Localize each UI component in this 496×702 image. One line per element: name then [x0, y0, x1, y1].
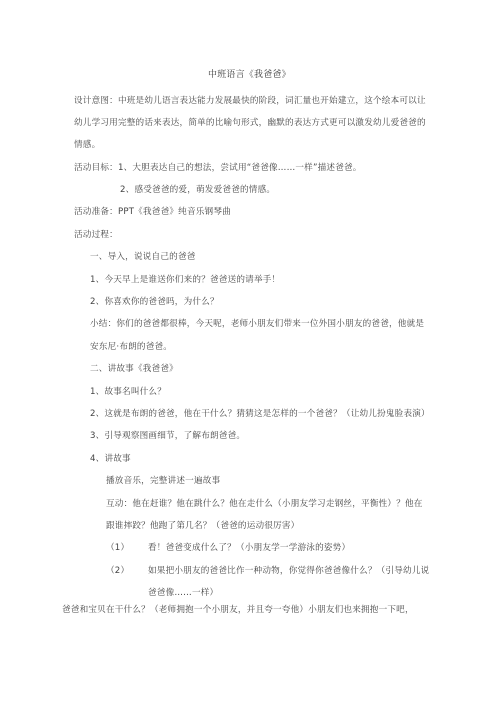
sub-item-1-text: 看！爸爸变成什么了？（小朋友学一学游泳的姿势）	[148, 543, 351, 553]
sub-item-1-number: （1）	[106, 543, 130, 553]
section-2-interaction-line-2: 跟谁摔跤？他跑了第几名？（爸爸的运动很厉害）	[106, 521, 300, 531]
section-2-question-2: 2、这就是布朗的爸爸，他在干什么？猜猜这是怎样的一个爸爸？（让幼儿扮鬼脸表演）	[90, 409, 430, 419]
section-1-question-2: 2、你喜欢你的爸爸吗，为什么？	[90, 297, 219, 307]
activity-process-heading: 活动过程：	[74, 230, 118, 240]
section-1-heading: 一、导入，说说自己的爸爸	[90, 252, 196, 262]
document-title: 中班语言《我爸爸》	[208, 70, 291, 80]
section-2-question-4: 4、讲故事	[90, 454, 131, 464]
section-1-question-1: 1、今天早上是谁送你们来的？爸爸送的请举手！	[90, 275, 281, 285]
section-2-interaction-line-1: 互动：他在赶谁？他在跳什么？他在走什么（小朋友学习走钢丝，平衡性）？他在	[106, 499, 423, 509]
section-1-summary-line-1: 小结：你们的爸爸都很棒，今天呢，老师小朋友们带来一位外国小朋友的爸爸，他就是	[90, 319, 425, 329]
section-2-question-3: 3、引导观察图画细节，了解布朗爸爸。	[90, 431, 246, 441]
section-2-music: 播放音乐，完整讲述一遍故事	[106, 476, 221, 486]
activity-goal-2: 2、感受爸爸的爱，萌发爱爸爸的情感。	[120, 185, 276, 195]
design-intent-line-1: 设计意图：中班是幼儿语言表达能力发展最快的阶段，词汇量也开始建立，这个绘本可以让	[74, 96, 426, 106]
design-intent-line-3: 情感。	[74, 140, 101, 150]
section-2-question-1: 1、故事名叫什么？	[90, 387, 167, 397]
sub-item-2-text-line-2: 爸爸像……一样）	[148, 588, 219, 598]
sub-item-2-text-line-1: 如果把小朋友的爸爸比作一种动物，你觉得你爸爸像什么？（引导幼儿说	[148, 566, 430, 576]
section-1-summary-line-2: 安东尼·布朗的爸爸。	[90, 342, 173, 352]
sub-item-2-number: （2）	[106, 566, 130, 576]
activity-goal-1: 活动目标：1、大胆表达自己的想法，尝试用“爸爸像……一样”描述爸爸。	[74, 163, 362, 173]
activity-preparation: 活动准备：PPT《我爸爸》纯音乐钢琴曲	[74, 207, 231, 217]
section-2-heading: 二、讲故事《我爸爸》	[90, 364, 178, 374]
final-line: 爸爸和宝贝在干什么？（老师拥抱一个小朋友，并且夸一夸他）小朋友们也来拥抱一下吧，	[62, 605, 414, 615]
design-intent-line-2: 幼儿学习用完整的话来表达，简单的比喻句形式，幽默的表达方式更可以激发幼儿爱爸爸的	[74, 118, 426, 128]
